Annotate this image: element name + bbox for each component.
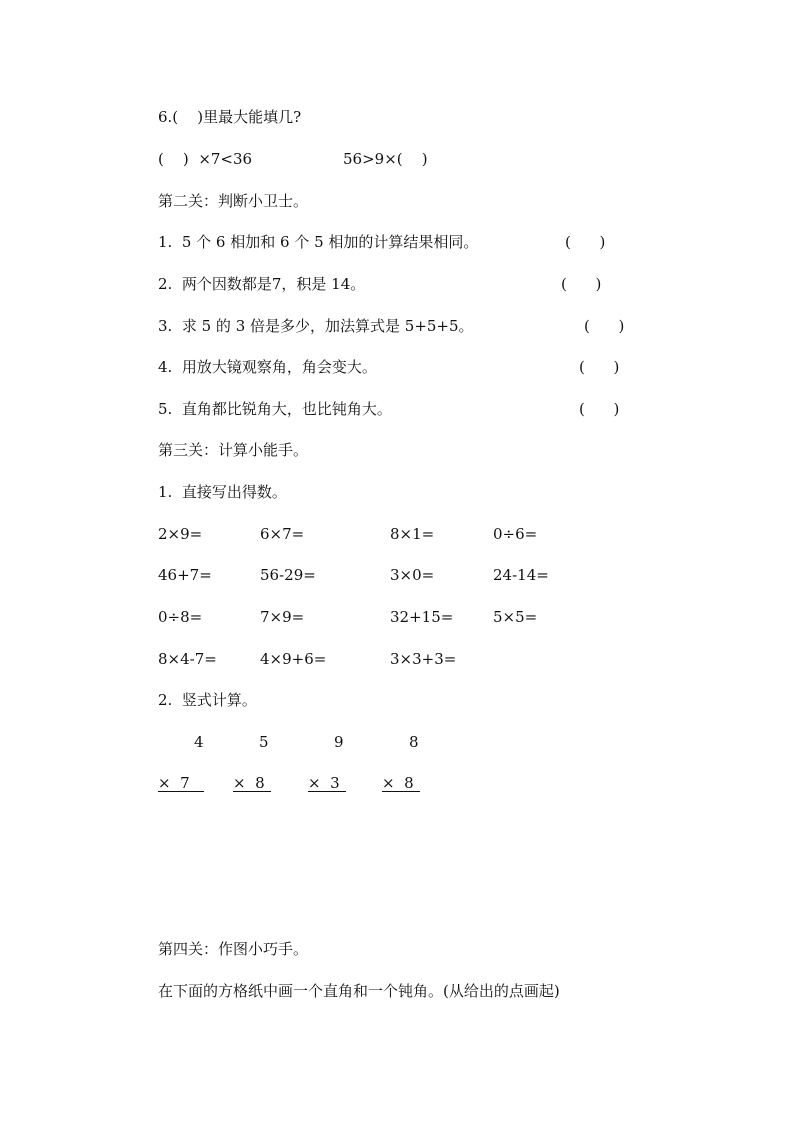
section2-heading: 第二关：判断小卫士。 xyxy=(158,192,309,210)
vertical-1-top: 4 xyxy=(194,733,204,751)
vertical-3-underline xyxy=(308,791,346,792)
vertical-2-top: 5 xyxy=(259,733,269,751)
vertical-4-underline xyxy=(382,791,420,792)
calc-r1-c3: 8×1= xyxy=(390,525,435,543)
calc-r3-c3: 32+15= xyxy=(390,608,454,626)
vertical-3-top: 9 xyxy=(334,733,344,751)
calc-r1-c4: 0÷6= xyxy=(493,525,538,543)
section3-sub1: 1. 直接写出得数。 xyxy=(158,483,287,501)
vertical-2-bottom: × 8 xyxy=(233,774,265,792)
vertical-1-bottom: × 7 xyxy=(158,774,190,792)
judge-item-3: 3. 求 5 的 3 倍是多少，加法算式是 5+5+5。 xyxy=(158,317,474,335)
section3-heading: 第三关：计算小能手。 xyxy=(158,441,309,459)
vertical-4-bottom: × 8 xyxy=(382,774,414,792)
q6-right-expression: 56>9×( ) xyxy=(343,150,428,168)
judge-answer-1[interactable]: ( ) xyxy=(565,233,606,251)
calc-r2-c3: 3×0= xyxy=(390,566,435,584)
judge-item-2: 2. 两个因数都是7，积是 14。 xyxy=(158,275,366,293)
vertical-4-top: 8 xyxy=(409,733,419,751)
judge-answer-3[interactable]: ( ) xyxy=(584,317,625,335)
section4-heading: 第四关：作图小巧手。 xyxy=(158,940,309,958)
judge-item-1: 1. 5 个 6 相加和 6 个 5 相加的计算结果相同。 xyxy=(158,233,479,251)
calc-r2-c2: 56-29= xyxy=(260,566,316,584)
calc-r1-c2: 6×7= xyxy=(260,525,305,543)
calc-r1-c1: 2×9= xyxy=(158,525,203,543)
calc-r3-c1: 0÷8= xyxy=(158,608,203,626)
section4-instruction: 在下面的方格纸中画一个直角和一个钝角。(从给出的点画起) xyxy=(158,982,560,1000)
calc-r4-c1: 8×4-7= xyxy=(158,650,217,668)
judge-answer-4[interactable]: ( ) xyxy=(579,358,620,376)
calc-r3-c2: 7×9= xyxy=(260,608,305,626)
calc-r4-c3: 3×3+3= xyxy=(390,650,457,668)
calc-r4-c2: 4×9+6= xyxy=(260,650,327,668)
calc-r2-c1: 46+7= xyxy=(158,566,212,584)
judge-answer-5[interactable]: ( ) xyxy=(579,400,620,418)
calc-r2-c4: 24-14= xyxy=(493,566,549,584)
q6-left-expression: ( ) ×7<36 xyxy=(158,150,253,168)
judge-answer-2[interactable]: ( ) xyxy=(561,275,602,293)
judge-item-5: 5. 直角都比锐角大，也比钝角大。 xyxy=(158,400,392,418)
calc-r3-c4: 5×5= xyxy=(493,608,538,626)
section3-sub2: 2. 竖式计算。 xyxy=(158,691,257,709)
vertical-3-bottom: × 3 xyxy=(308,774,340,792)
vertical-1-underline xyxy=(158,791,204,792)
q6-title: 6.( )里最大能填几? xyxy=(158,108,302,126)
vertical-2-underline xyxy=(233,791,271,792)
judge-item-4: 4. 用放大镜观察角，角会变大。 xyxy=(158,358,377,376)
